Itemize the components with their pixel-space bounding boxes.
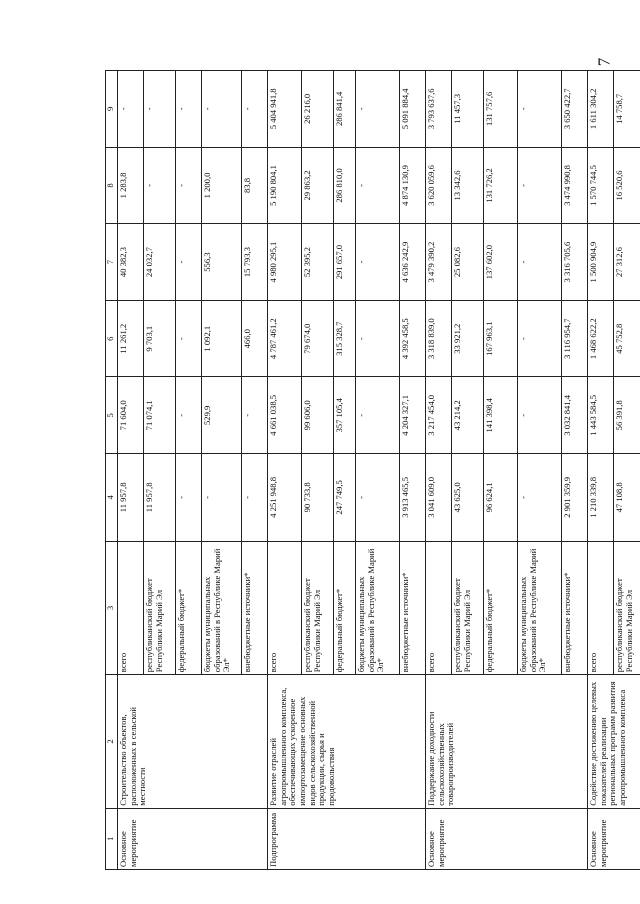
amount-cell: 11 457,3 [452,71,484,148]
amount-cell: - [518,454,562,542]
amount-cell: - [356,377,400,454]
amount-cell: 131 726,2 [484,147,518,224]
col-header: 7 [106,224,118,301]
amount-cell: 24 032,7 [144,224,176,301]
amount-cell: 26 216,0 [302,71,334,148]
amount-cell: 286 841,4 [334,71,356,148]
amount-cell: - [176,71,202,148]
amount-cell: 4 980 295,1 [268,224,302,301]
amount-cell: 3 479 390,2 [426,224,452,301]
amount-cell: 5 190 804,1 [268,147,302,224]
col-header: 6 [106,300,118,377]
amount-cell: 1 500 904,9 [588,224,614,301]
amount-cell: - [242,454,268,542]
amount-cell: 4 251 948,8 [268,454,302,542]
program-name-cell: Содействие достижению целевых показателей реализации региональных программ развития агропромышленного комплекса [588,675,640,809]
table-row [268,71,302,870]
program-name-cell: Развитие отраслей агропромышленного комплекса, обеспечивающих ускоренное импортозамещение основных видов сельскохозяйственной продукции, сырья и продовольствия [268,675,426,809]
amount-cell: 5 091 884,4 [400,71,426,148]
amount-cell: 83,8 [242,147,268,224]
col-header: 8 [106,147,118,224]
amount-cell: 79 674,0 [302,300,334,377]
funding-source-cell: бюджеты муниципальных образований в Республике Марий Эл* [202,541,242,675]
amount-cell: 1 283,8 [118,147,144,224]
header-row [106,71,118,870]
col-header: 5 [106,377,118,454]
amount-cell: 131 757,6 [484,71,518,148]
row-type-cell: Основное мероприятие [426,808,588,869]
funding-source-cell: республиканский бюджет Республики Марий Эл [144,541,176,675]
amount-cell: - [176,224,202,301]
program-name-cell: Поддержание доходности сельскохозяйственных товаропроизводителей [426,675,588,809]
amount-cell: 291 657,0 [334,224,356,301]
amount-cell: 3 217 454,0 [426,377,452,454]
funding-source-cell: бюджеты муниципальных образований в Республике Марий Эл* [518,541,562,675]
amount-cell: 90 733,8 [302,454,334,542]
funding-source-cell: республиканский бюджет Республики Марий Эл [614,541,640,675]
amount-cell: - [144,71,176,148]
amount-cell: 11 957,8 [118,454,144,542]
amount-cell: 1 443 584,5 [588,377,614,454]
amount-cell: 40 382,3 [118,224,144,301]
amount-cell: 529,9 [202,377,242,454]
program-name-cell: Строительство объектов, расположенных в сельской местности [118,675,268,809]
funding-source-cell: республиканский бюджет Республики Марий Эл [302,541,334,675]
amount-cell: - [176,377,202,454]
amount-cell: 56 391,8 [614,377,640,454]
funding-source-cell: всего [268,541,302,675]
amount-cell: 43 625,0 [452,454,484,542]
funding-source-cell: бюджеты муниципальных образований в Республике Марий Эл* [356,541,400,675]
amount-cell: - [356,147,400,224]
amount-cell: - [518,224,562,301]
amount-cell: 167 963,1 [484,300,518,377]
amount-cell: 3 650 422,7 [562,71,588,148]
amount-cell: - [356,454,400,542]
funding-source-cell: внебюджетные источники* [562,541,588,675]
amount-cell: - [242,377,268,454]
funding-source-cell: внебюджетные источники* [242,541,268,675]
row-type-cell: Основное мероприятие [118,808,268,869]
amount-cell: 3 116 954,7 [562,300,588,377]
amount-cell: 1 570 744,5 [588,147,614,224]
amount-cell: 16 520,6 [614,147,640,224]
amount-cell: 47 108,8 [614,454,640,542]
funding-source-cell: федеральный бюджет* [176,541,202,675]
amount-cell: 33 921,2 [452,300,484,377]
amount-cell: 71 074,1 [144,377,176,454]
col-header: 1 [106,808,118,869]
amount-cell: - [518,147,562,224]
funding-source-cell: федеральный бюджет* [484,541,518,675]
amount-cell: 247 749,5 [334,454,356,542]
amount-cell: 2 901 359,9 [562,454,588,542]
funding-source-cell: всего [426,541,452,675]
amount-cell: 1 200,0 [202,147,242,224]
amount-cell: 1 611 304,2 [588,71,614,148]
col-header: 2 [106,675,118,809]
amount-cell: - [176,454,202,542]
amount-cell: 71 604,0 [118,377,144,454]
table-row [118,71,144,870]
amount-cell: - [176,147,202,224]
amount-cell: 3 474 990,8 [562,147,588,224]
amount-cell: - [202,454,242,542]
amount-cell: 315 328,7 [334,300,356,377]
amount-cell: - [518,377,562,454]
amount-cell: 9 703,1 [144,300,176,377]
amount-cell: 141 398,4 [484,377,518,454]
amount-cell: 99 606,0 [302,377,334,454]
funding-source-cell: республиканский бюджет Республики Марий Эл [452,541,484,675]
amount-cell: 286 810,0 [334,147,356,224]
amount-cell: 466,0 [242,300,268,377]
amount-cell: 52 395,2 [302,224,334,301]
amount-cell: 29 863,2 [302,147,334,224]
table-row [588,71,614,870]
amount-cell: - [356,224,400,301]
page-number: 7 [594,57,614,67]
amount-cell: 3 041 609,0 [426,454,452,542]
amount-cell: - [518,300,562,377]
table-row [426,71,452,870]
amount-cell: 3 032 841,4 [562,377,588,454]
amount-cell: 4 392 458,5 [400,300,426,377]
amount-cell: - [242,71,268,148]
amount-cell: - [118,71,144,148]
amount-cell: 4 874 130,9 [400,147,426,224]
amount-cell: 3 318 839,0 [426,300,452,377]
amount-cell: 3 913 465,5 [400,454,426,542]
col-header: 9 [106,71,118,148]
amount-cell: - [202,71,242,148]
budget-table [105,70,640,870]
amount-cell: 4 661 038,5 [268,377,302,454]
table-body [118,71,640,870]
amount-cell: 27 312,6 [614,224,640,301]
amount-cell: 4 204 327,1 [400,377,426,454]
funding-source-cell: всего [118,541,144,675]
amount-cell: 1 210 339,8 [588,454,614,542]
amount-cell: 43 214,2 [452,377,484,454]
rotated-table-area [105,70,634,870]
amount-cell: 3 793 637,6 [426,71,452,148]
amount-cell: 357 105,4 [334,377,356,454]
amount-cell: 15 793,3 [242,224,268,301]
amount-cell: 3 316 705,6 [562,224,588,301]
amount-cell: 96 624,1 [484,454,518,542]
amount-cell: 25 082,6 [452,224,484,301]
amount-cell: 4 787 461,2 [268,300,302,377]
amount-cell: - [176,300,202,377]
amount-cell: - [518,71,562,148]
row-type-cell: Подпрограмма [268,808,426,869]
amount-cell: - [144,147,176,224]
funding-source-cell: внебюджетные источники* [400,541,426,675]
funding-source-cell: федеральный бюджет* [334,541,356,675]
amount-cell: 3 620 059,6 [426,147,452,224]
amount-cell: 14 758,7 [614,71,640,148]
amount-cell: 4 636 242,9 [400,224,426,301]
col-header: 4 [106,454,118,542]
amount-cell: 137 602,0 [484,224,518,301]
row-type-cell: Основное мероприятие [588,808,640,869]
amount-cell: - [356,300,400,377]
amount-cell: - [356,71,400,148]
amount-cell: 11 261,2 [118,300,144,377]
amount-cell: 5 404 941,8 [268,71,302,148]
funding-source-cell: всего [588,541,614,675]
amount-cell: 45 752,8 [614,300,640,377]
amount-cell: 11 957,8 [144,454,176,542]
amount-cell: 1 468 622,2 [588,300,614,377]
amount-cell: 13 342,6 [452,147,484,224]
amount-cell: 556,3 [202,224,242,301]
amount-cell: 1 092,1 [202,300,242,377]
col-header: 3 [106,541,118,675]
